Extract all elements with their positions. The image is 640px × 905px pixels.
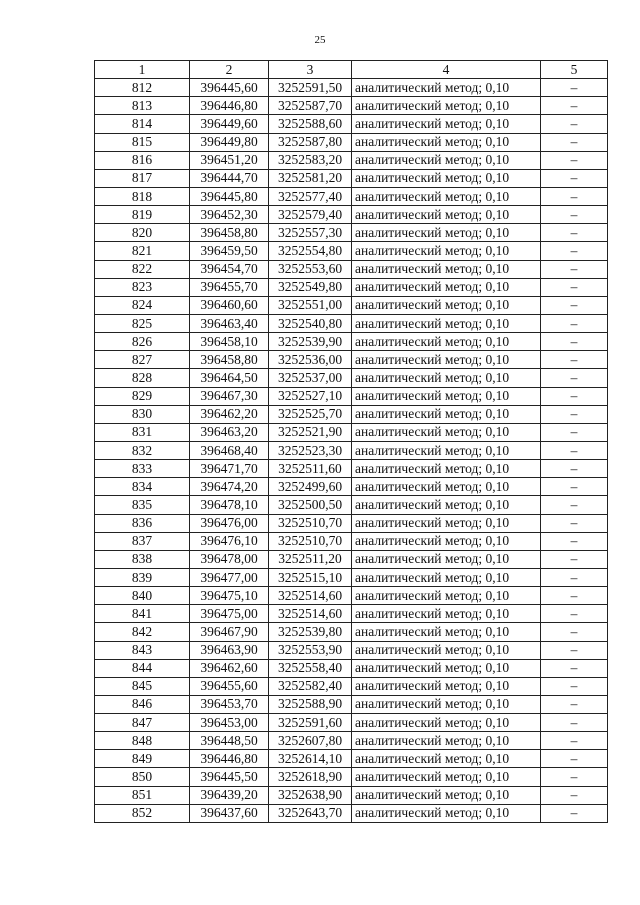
description-cell: – (541, 804, 608, 822)
y-coordinate-cell: 3252591,50 (269, 79, 352, 97)
method-accuracy-cell: аналитический метод; 0,10 (352, 387, 541, 405)
point-number-cell: 814 (95, 115, 190, 133)
point-number-cell: 834 (95, 478, 190, 496)
point-number-cell: 820 (95, 224, 190, 242)
x-coordinate-cell: 396464,50 (190, 369, 269, 387)
table-row (95, 187, 608, 205)
x-coordinate-cell: 396452,30 (190, 206, 269, 224)
y-coordinate-cell: 3252553,60 (269, 260, 352, 278)
description-cell: – (541, 568, 608, 586)
point-number-cell: 852 (95, 804, 190, 822)
table-row (95, 97, 608, 115)
point-number-cell: 815 (95, 133, 190, 151)
x-coordinate-cell: 396477,00 (190, 568, 269, 586)
x-coordinate-cell: 396475,00 (190, 605, 269, 623)
coordinates-table (94, 60, 608, 823)
method-accuracy-cell: аналитический метод; 0,10 (352, 405, 541, 423)
method-accuracy-cell: аналитический метод; 0,10 (352, 278, 541, 296)
x-coordinate-cell: 396476,00 (190, 514, 269, 532)
method-accuracy-cell: аналитический метод; 0,10 (352, 187, 541, 205)
description-cell: – (541, 97, 608, 115)
x-coordinate-cell: 396446,80 (190, 750, 269, 768)
description-cell: – (541, 605, 608, 623)
method-accuracy-cell: аналитический метод; 0,10 (352, 514, 541, 532)
x-coordinate-cell: 396474,20 (190, 478, 269, 496)
x-coordinate-cell: 396446,80 (190, 97, 269, 115)
point-number-cell: 850 (95, 768, 190, 786)
column-header: 4 (352, 61, 541, 79)
point-number-cell: 842 (95, 623, 190, 641)
point-number-cell: 846 (95, 695, 190, 713)
method-accuracy-cell: аналитический метод; 0,10 (352, 97, 541, 115)
y-coordinate-cell: 3252557,30 (269, 224, 352, 242)
y-coordinate-cell: 3252523,30 (269, 441, 352, 459)
x-coordinate-cell: 396455,60 (190, 677, 269, 695)
x-coordinate-cell: 396462,60 (190, 659, 269, 677)
table-row (95, 641, 608, 659)
y-coordinate-cell: 3252638,90 (269, 786, 352, 804)
y-coordinate-cell: 3252500,50 (269, 496, 352, 514)
description-cell: – (541, 441, 608, 459)
description-cell: – (541, 768, 608, 786)
point-number-cell: 818 (95, 187, 190, 205)
x-coordinate-cell: 396463,40 (190, 314, 269, 332)
point-number-cell: 816 (95, 151, 190, 169)
table-row (95, 260, 608, 278)
description-cell: – (541, 351, 608, 369)
point-number-cell: 840 (95, 587, 190, 605)
description-cell: – (541, 714, 608, 732)
description-cell: – (541, 296, 608, 314)
point-number-cell: 844 (95, 659, 190, 677)
y-coordinate-cell: 3252591,60 (269, 714, 352, 732)
table-row (95, 151, 608, 169)
table-row (95, 79, 608, 97)
point-number-cell: 843 (95, 641, 190, 659)
table-row (95, 605, 608, 623)
table-row (95, 550, 608, 568)
method-accuracy-cell: аналитический метод; 0,10 (352, 242, 541, 260)
description-cell: – (541, 514, 608, 532)
x-coordinate-cell: 396463,90 (190, 641, 269, 659)
method-accuracy-cell: аналитический метод; 0,10 (352, 260, 541, 278)
description-cell: – (541, 732, 608, 750)
method-accuracy-cell: аналитический метод; 0,10 (352, 423, 541, 441)
table-row (95, 768, 608, 786)
table-body (95, 79, 608, 823)
description-cell: – (541, 405, 608, 423)
description-cell: – (541, 242, 608, 260)
point-number-cell: 832 (95, 441, 190, 459)
x-coordinate-cell: 396451,20 (190, 151, 269, 169)
description-cell: – (541, 750, 608, 768)
x-coordinate-cell: 396453,70 (190, 695, 269, 713)
method-accuracy-cell: аналитический метод; 0,10 (352, 532, 541, 550)
x-coordinate-cell: 396471,70 (190, 460, 269, 478)
y-coordinate-cell: 3252537,00 (269, 369, 352, 387)
x-coordinate-cell: 396478,10 (190, 496, 269, 514)
x-coordinate-cell: 396448,50 (190, 732, 269, 750)
x-coordinate-cell: 396449,80 (190, 133, 269, 151)
x-coordinate-cell: 396455,70 (190, 278, 269, 296)
method-accuracy-cell: аналитический метод; 0,10 (352, 133, 541, 151)
x-coordinate-cell: 396453,00 (190, 714, 269, 732)
method-accuracy-cell: аналитический метод; 0,10 (352, 224, 541, 242)
method-accuracy-cell: аналитический метод; 0,10 (352, 206, 541, 224)
x-coordinate-cell: 396462,20 (190, 405, 269, 423)
table-row (95, 695, 608, 713)
point-number-cell: 836 (95, 514, 190, 532)
y-coordinate-cell: 3252618,90 (269, 768, 352, 786)
description-cell: – (541, 478, 608, 496)
y-coordinate-cell: 3252587,70 (269, 97, 352, 115)
table-row (95, 405, 608, 423)
table-row (95, 677, 608, 695)
table-row (95, 659, 608, 677)
description-cell: – (541, 333, 608, 351)
description-cell: – (541, 532, 608, 550)
point-number-cell: 848 (95, 732, 190, 750)
page-number: 25 (314, 34, 326, 46)
column-header: 2 (190, 61, 269, 79)
description-cell: – (541, 369, 608, 387)
description-cell: – (541, 695, 608, 713)
x-coordinate-cell: 396444,70 (190, 169, 269, 187)
table-row (95, 296, 608, 314)
point-number-cell: 833 (95, 460, 190, 478)
x-coordinate-cell: 396445,60 (190, 79, 269, 97)
point-number-cell: 827 (95, 351, 190, 369)
table-row (95, 478, 608, 496)
x-coordinate-cell: 396468,40 (190, 441, 269, 459)
column-header: 1 (95, 61, 190, 79)
x-coordinate-cell: 396445,50 (190, 768, 269, 786)
y-coordinate-cell: 3252558,40 (269, 659, 352, 677)
description-cell: – (541, 314, 608, 332)
table-row (95, 333, 608, 351)
x-coordinate-cell: 396460,60 (190, 296, 269, 314)
y-coordinate-cell: 3252588,90 (269, 695, 352, 713)
description-cell: – (541, 587, 608, 605)
description-cell: – (541, 423, 608, 441)
y-coordinate-cell: 3252527,10 (269, 387, 352, 405)
description-cell: – (541, 133, 608, 151)
method-accuracy-cell: аналитический метод; 0,10 (352, 333, 541, 351)
point-number-cell: 839 (95, 568, 190, 586)
table-row (95, 750, 608, 768)
y-coordinate-cell: 3252614,10 (269, 750, 352, 768)
x-coordinate-cell: 396459,50 (190, 242, 269, 260)
method-accuracy-cell: аналитический метод; 0,10 (352, 115, 541, 133)
point-number-cell: 830 (95, 405, 190, 423)
description-cell: – (541, 460, 608, 478)
point-number-cell: 821 (95, 242, 190, 260)
x-coordinate-cell: 396458,80 (190, 351, 269, 369)
table-row (95, 532, 608, 550)
table-row (95, 423, 608, 441)
table-row (95, 732, 608, 750)
table-row (95, 314, 608, 332)
point-number-cell: 837 (95, 532, 190, 550)
description-cell: – (541, 496, 608, 514)
y-coordinate-cell: 3252521,90 (269, 423, 352, 441)
point-number-cell: 835 (95, 496, 190, 514)
y-coordinate-cell: 3252583,20 (269, 151, 352, 169)
description-cell: – (541, 278, 608, 296)
y-coordinate-cell: 3252511,20 (269, 550, 352, 568)
description-cell: – (541, 169, 608, 187)
column-header: 3 (269, 61, 352, 79)
table-header-row (95, 61, 608, 79)
method-accuracy-cell: аналитический метод; 0,10 (352, 768, 541, 786)
point-number-cell: 825 (95, 314, 190, 332)
point-number-cell: 841 (95, 605, 190, 623)
description-cell: – (541, 659, 608, 677)
description-cell: – (541, 151, 608, 169)
y-coordinate-cell: 3252515,10 (269, 568, 352, 586)
y-coordinate-cell: 3252540,80 (269, 314, 352, 332)
description-cell: – (541, 260, 608, 278)
point-number-cell: 851 (95, 786, 190, 804)
x-coordinate-cell: 396439,20 (190, 786, 269, 804)
description-cell: – (541, 623, 608, 641)
x-coordinate-cell: 396475,10 (190, 587, 269, 605)
y-coordinate-cell: 3252539,90 (269, 333, 352, 351)
table-row (95, 460, 608, 478)
method-accuracy-cell: аналитический метод; 0,10 (352, 478, 541, 496)
point-number-cell: 826 (95, 333, 190, 351)
point-number-cell: 849 (95, 750, 190, 768)
y-coordinate-cell: 3252582,40 (269, 677, 352, 695)
table-row (95, 351, 608, 369)
table-row (95, 623, 608, 641)
x-coordinate-cell: 396458,80 (190, 224, 269, 242)
table-row (95, 496, 608, 514)
description-cell: – (541, 677, 608, 695)
method-accuracy-cell: аналитический метод; 0,10 (352, 605, 541, 623)
y-coordinate-cell: 3252581,20 (269, 169, 352, 187)
y-coordinate-cell: 3252587,80 (269, 133, 352, 151)
table-row (95, 242, 608, 260)
point-number-cell: 824 (95, 296, 190, 314)
method-accuracy-cell: аналитический метод; 0,10 (352, 550, 541, 568)
method-accuracy-cell: аналитический метод; 0,10 (352, 296, 541, 314)
description-cell: – (541, 387, 608, 405)
y-coordinate-cell: 3252511,60 (269, 460, 352, 478)
method-accuracy-cell: аналитический метод; 0,10 (352, 677, 541, 695)
x-coordinate-cell: 396449,60 (190, 115, 269, 133)
table-row (95, 369, 608, 387)
x-coordinate-cell: 396445,80 (190, 187, 269, 205)
method-accuracy-cell: аналитический метод; 0,10 (352, 314, 541, 332)
table-row (95, 514, 608, 532)
table-row (95, 587, 608, 605)
y-coordinate-cell: 3252553,90 (269, 641, 352, 659)
table-row (95, 786, 608, 804)
description-cell: – (541, 786, 608, 804)
method-accuracy-cell: аналитический метод; 0,10 (352, 732, 541, 750)
point-number-cell: 828 (95, 369, 190, 387)
method-accuracy-cell: аналитический метод; 0,10 (352, 714, 541, 732)
y-coordinate-cell: 3252525,70 (269, 405, 352, 423)
method-accuracy-cell: аналитический метод; 0,10 (352, 695, 541, 713)
method-accuracy-cell: аналитический метод; 0,10 (352, 587, 541, 605)
y-coordinate-cell: 3252536,00 (269, 351, 352, 369)
point-number-cell: 829 (95, 387, 190, 405)
point-number-cell: 817 (95, 169, 190, 187)
table-row (95, 387, 608, 405)
y-coordinate-cell: 3252579,40 (269, 206, 352, 224)
point-number-cell: 813 (95, 97, 190, 115)
method-accuracy-cell: аналитический метод; 0,10 (352, 568, 541, 586)
method-accuracy-cell: аналитический метод; 0,10 (352, 623, 541, 641)
method-accuracy-cell: аналитический метод; 0,10 (352, 804, 541, 822)
y-coordinate-cell: 3252549,80 (269, 278, 352, 296)
method-accuracy-cell: аналитический метод; 0,10 (352, 369, 541, 387)
y-coordinate-cell: 3252643,70 (269, 804, 352, 822)
y-coordinate-cell: 3252510,70 (269, 532, 352, 550)
description-cell: – (541, 550, 608, 568)
table-row (95, 169, 608, 187)
table-row (95, 804, 608, 822)
point-number-cell: 838 (95, 550, 190, 568)
x-coordinate-cell: 396454,70 (190, 260, 269, 278)
method-accuracy-cell: аналитический метод; 0,10 (352, 750, 541, 768)
point-number-cell: 822 (95, 260, 190, 278)
x-coordinate-cell: 396463,20 (190, 423, 269, 441)
method-accuracy-cell: аналитический метод; 0,10 (352, 79, 541, 97)
table-row (95, 714, 608, 732)
point-number-cell: 823 (95, 278, 190, 296)
y-coordinate-cell: 3252551,00 (269, 296, 352, 314)
x-coordinate-cell: 396478,00 (190, 550, 269, 568)
y-coordinate-cell: 3252577,40 (269, 187, 352, 205)
method-accuracy-cell: аналитический метод; 0,10 (352, 460, 541, 478)
method-accuracy-cell: аналитический метод; 0,10 (352, 659, 541, 677)
description-cell: – (541, 641, 608, 659)
y-coordinate-cell: 3252514,60 (269, 605, 352, 623)
table-row (95, 278, 608, 296)
y-coordinate-cell: 3252554,80 (269, 242, 352, 260)
x-coordinate-cell: 396467,30 (190, 387, 269, 405)
description-cell: – (541, 187, 608, 205)
description-cell: – (541, 224, 608, 242)
x-coordinate-cell: 396458,10 (190, 333, 269, 351)
point-number-cell: 845 (95, 677, 190, 695)
y-coordinate-cell: 3252514,60 (269, 587, 352, 605)
method-accuracy-cell: аналитический метод; 0,10 (352, 441, 541, 459)
x-coordinate-cell: 396467,90 (190, 623, 269, 641)
point-number-cell: 831 (95, 423, 190, 441)
method-accuracy-cell: аналитический метод; 0,10 (352, 641, 541, 659)
description-cell: – (541, 79, 608, 97)
description-cell: – (541, 115, 608, 133)
method-accuracy-cell: аналитический метод; 0,10 (352, 496, 541, 514)
x-coordinate-cell: 396437,60 (190, 804, 269, 822)
table-row (95, 441, 608, 459)
table-row (95, 568, 608, 586)
y-coordinate-cell: 3252510,70 (269, 514, 352, 532)
method-accuracy-cell: аналитический метод; 0,10 (352, 151, 541, 169)
description-cell: – (541, 206, 608, 224)
method-accuracy-cell: аналитический метод; 0,10 (352, 351, 541, 369)
point-number-cell: 812 (95, 79, 190, 97)
point-number-cell: 819 (95, 206, 190, 224)
table-row (95, 115, 608, 133)
table-row (95, 133, 608, 151)
column-header: 5 (541, 61, 608, 79)
table-row (95, 206, 608, 224)
y-coordinate-cell: 3252499,60 (269, 478, 352, 496)
x-coordinate-cell: 396476,10 (190, 532, 269, 550)
y-coordinate-cell: 3252539,80 (269, 623, 352, 641)
table-row (95, 224, 608, 242)
method-accuracy-cell: аналитический метод; 0,10 (352, 786, 541, 804)
y-coordinate-cell: 3252607,80 (269, 732, 352, 750)
y-coordinate-cell: 3252588,60 (269, 115, 352, 133)
method-accuracy-cell: аналитический метод; 0,10 (352, 169, 541, 187)
point-number-cell: 847 (95, 714, 190, 732)
